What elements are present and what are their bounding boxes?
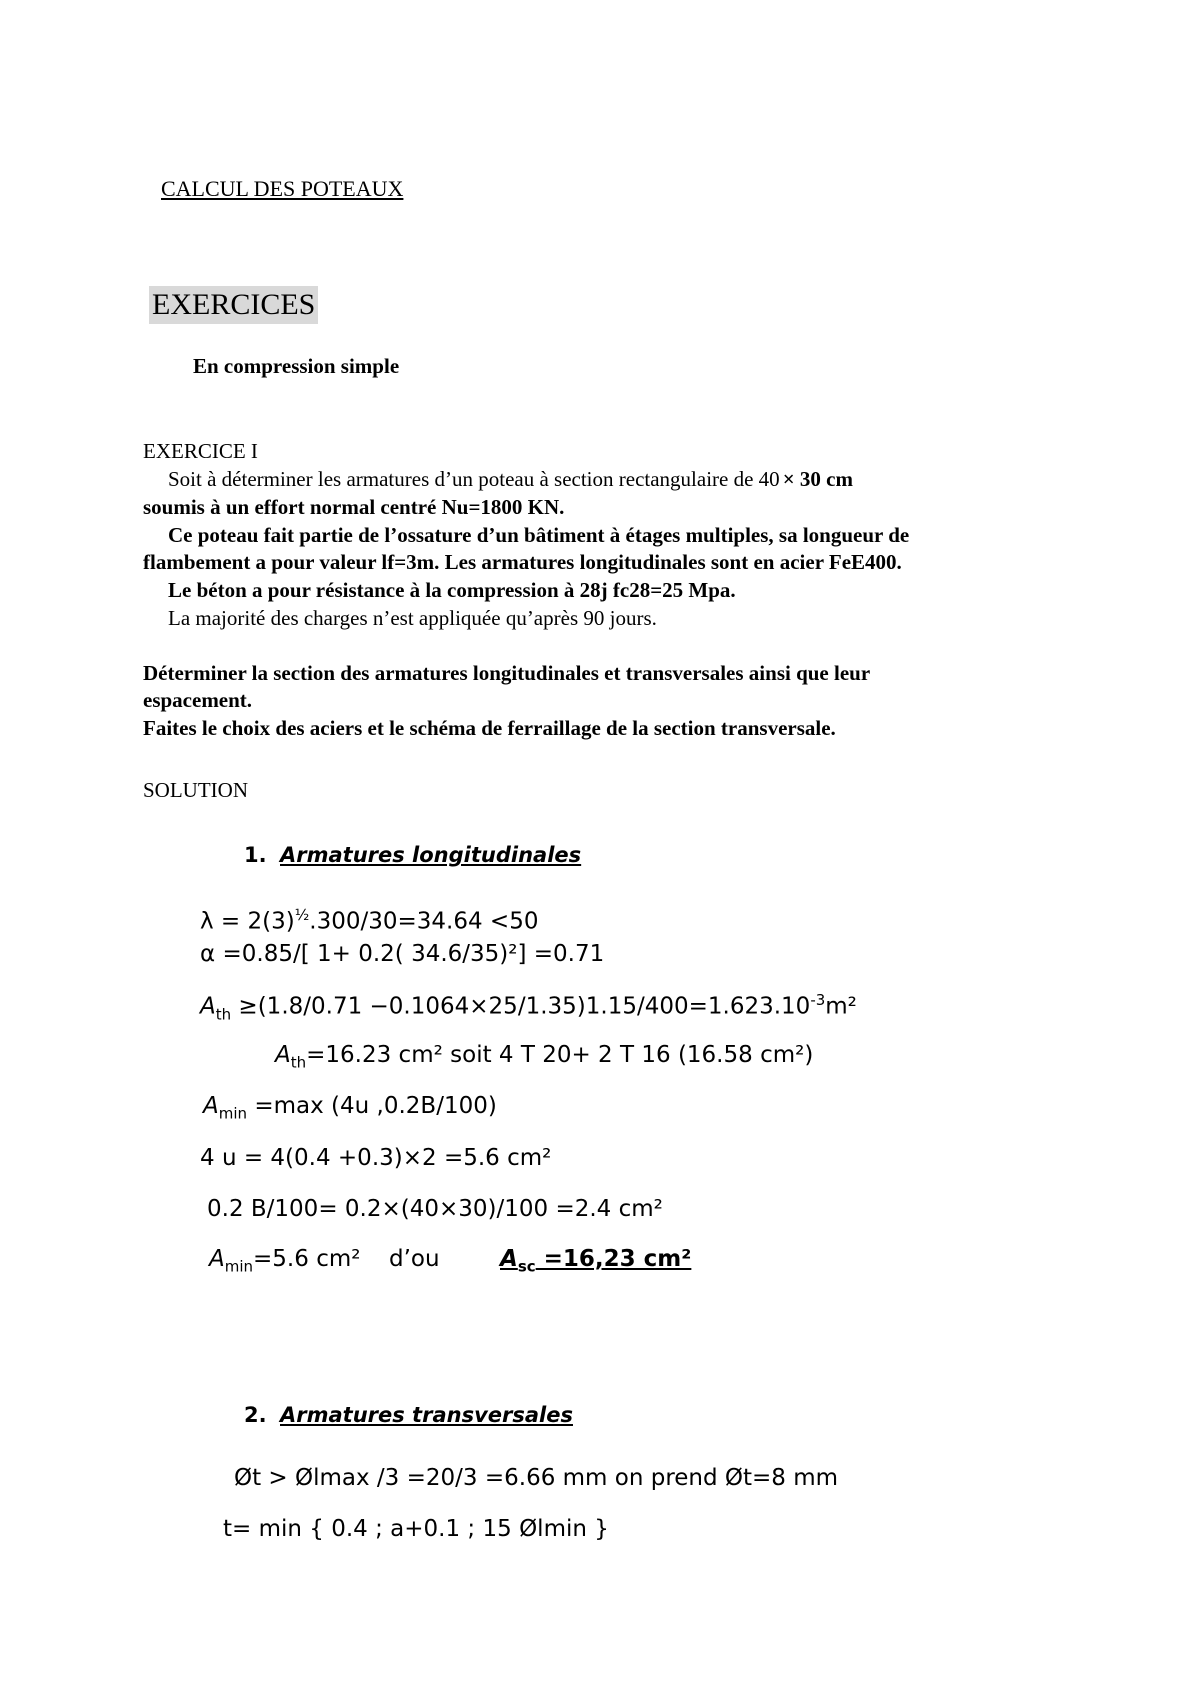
formula-amin-result: $A_{min}=5.6$ cm² [209, 1246, 361, 1276]
section-heading-exercices: EXERCICES [149, 286, 318, 324]
formula-phi-t: Øt > Ølmax /3 =20/3 =6.66 mm on prend Øt=8 mm [234, 1465, 839, 1491]
section-1-heading: 1. Armatures longitudinales [244, 843, 582, 867]
question-line-1: Déterminer la section des armatures longitudinales et transversales ainsi que leur [143, 661, 871, 685]
document-title: CALCUL DES POTEAUX [161, 176, 404, 201]
question-line-3: Faites le choix des aciers et le schéma de ferraillage de la section transversale. [143, 716, 836, 740]
formula-4u: 4 u = 4(0.4 +0.3)×2 =5.6 cm² [200, 1145, 552, 1171]
section-2-heading: 2. Armatures transversales [244, 1403, 573, 1427]
question-line-2: espacement. [143, 688, 253, 712]
solution-title: SOLUTION [143, 778, 248, 802]
formula-ath-result: $A_{th}=16.23$ cm² soit 4 T 20+ 2 T 16 (16.58 cm²) [275, 1042, 814, 1072]
formula-spacing: t= min { 0.4 ; a+0.1 ; 15 Ølmin } [223, 1516, 609, 1542]
statement-line-4: flambement a pour valeur lf=3m. Les armatures longitudinales sont en acier FeE400. [143, 550, 902, 574]
formula-ath: $A_{th} \ge(1.8/0.71 -0.1064\times 25/1.35)1.15/400=1.623.10^{-3}m^2$ [200, 991, 857, 1024]
subtitle: En compression simple [193, 354, 400, 378]
statement-line-2: soumis à un effort normal centré Nu=1800 KN. [143, 495, 565, 519]
formula-amin: $A_{min} =\max$ (4u ,0.2B/100) [203, 1093, 497, 1123]
exercise-title: EXERCICE I [143, 439, 258, 463]
statement-line-5: Le béton a pour résistance à la compression à 28j fc28=25 Mpa. [168, 578, 736, 602]
formula-b-ratio: 0.2 B/100= 0.2×(40×30)/100 =2.4 cm² [207, 1196, 663, 1222]
text-dou: d’ou [389, 1246, 440, 1272]
statement-line-1: Soit à déterminer les armatures d’un poteau à section rectangulaire de 40 × 30 cm [168, 467, 853, 491]
formula-lambda: $\lambda = 2(3)^{\frac{1}{2}}.300/30=34.64 <50$ [200, 906, 539, 935]
statement-line-6: La majorité des charges n’est appliquée qu’après 90 jours. [168, 606, 657, 630]
statement-line-3: Ce poteau fait partie de l’ossature d’un bâtiment à étages multiples, sa longueur de [168, 523, 910, 547]
formula-asc-result: $A_{sc} =16,23$ cm² [500, 1246, 692, 1276]
formula-alpha: α =0.85/[ 1+ 0.2( 34.6/35)²] =0.71 [200, 941, 605, 967]
